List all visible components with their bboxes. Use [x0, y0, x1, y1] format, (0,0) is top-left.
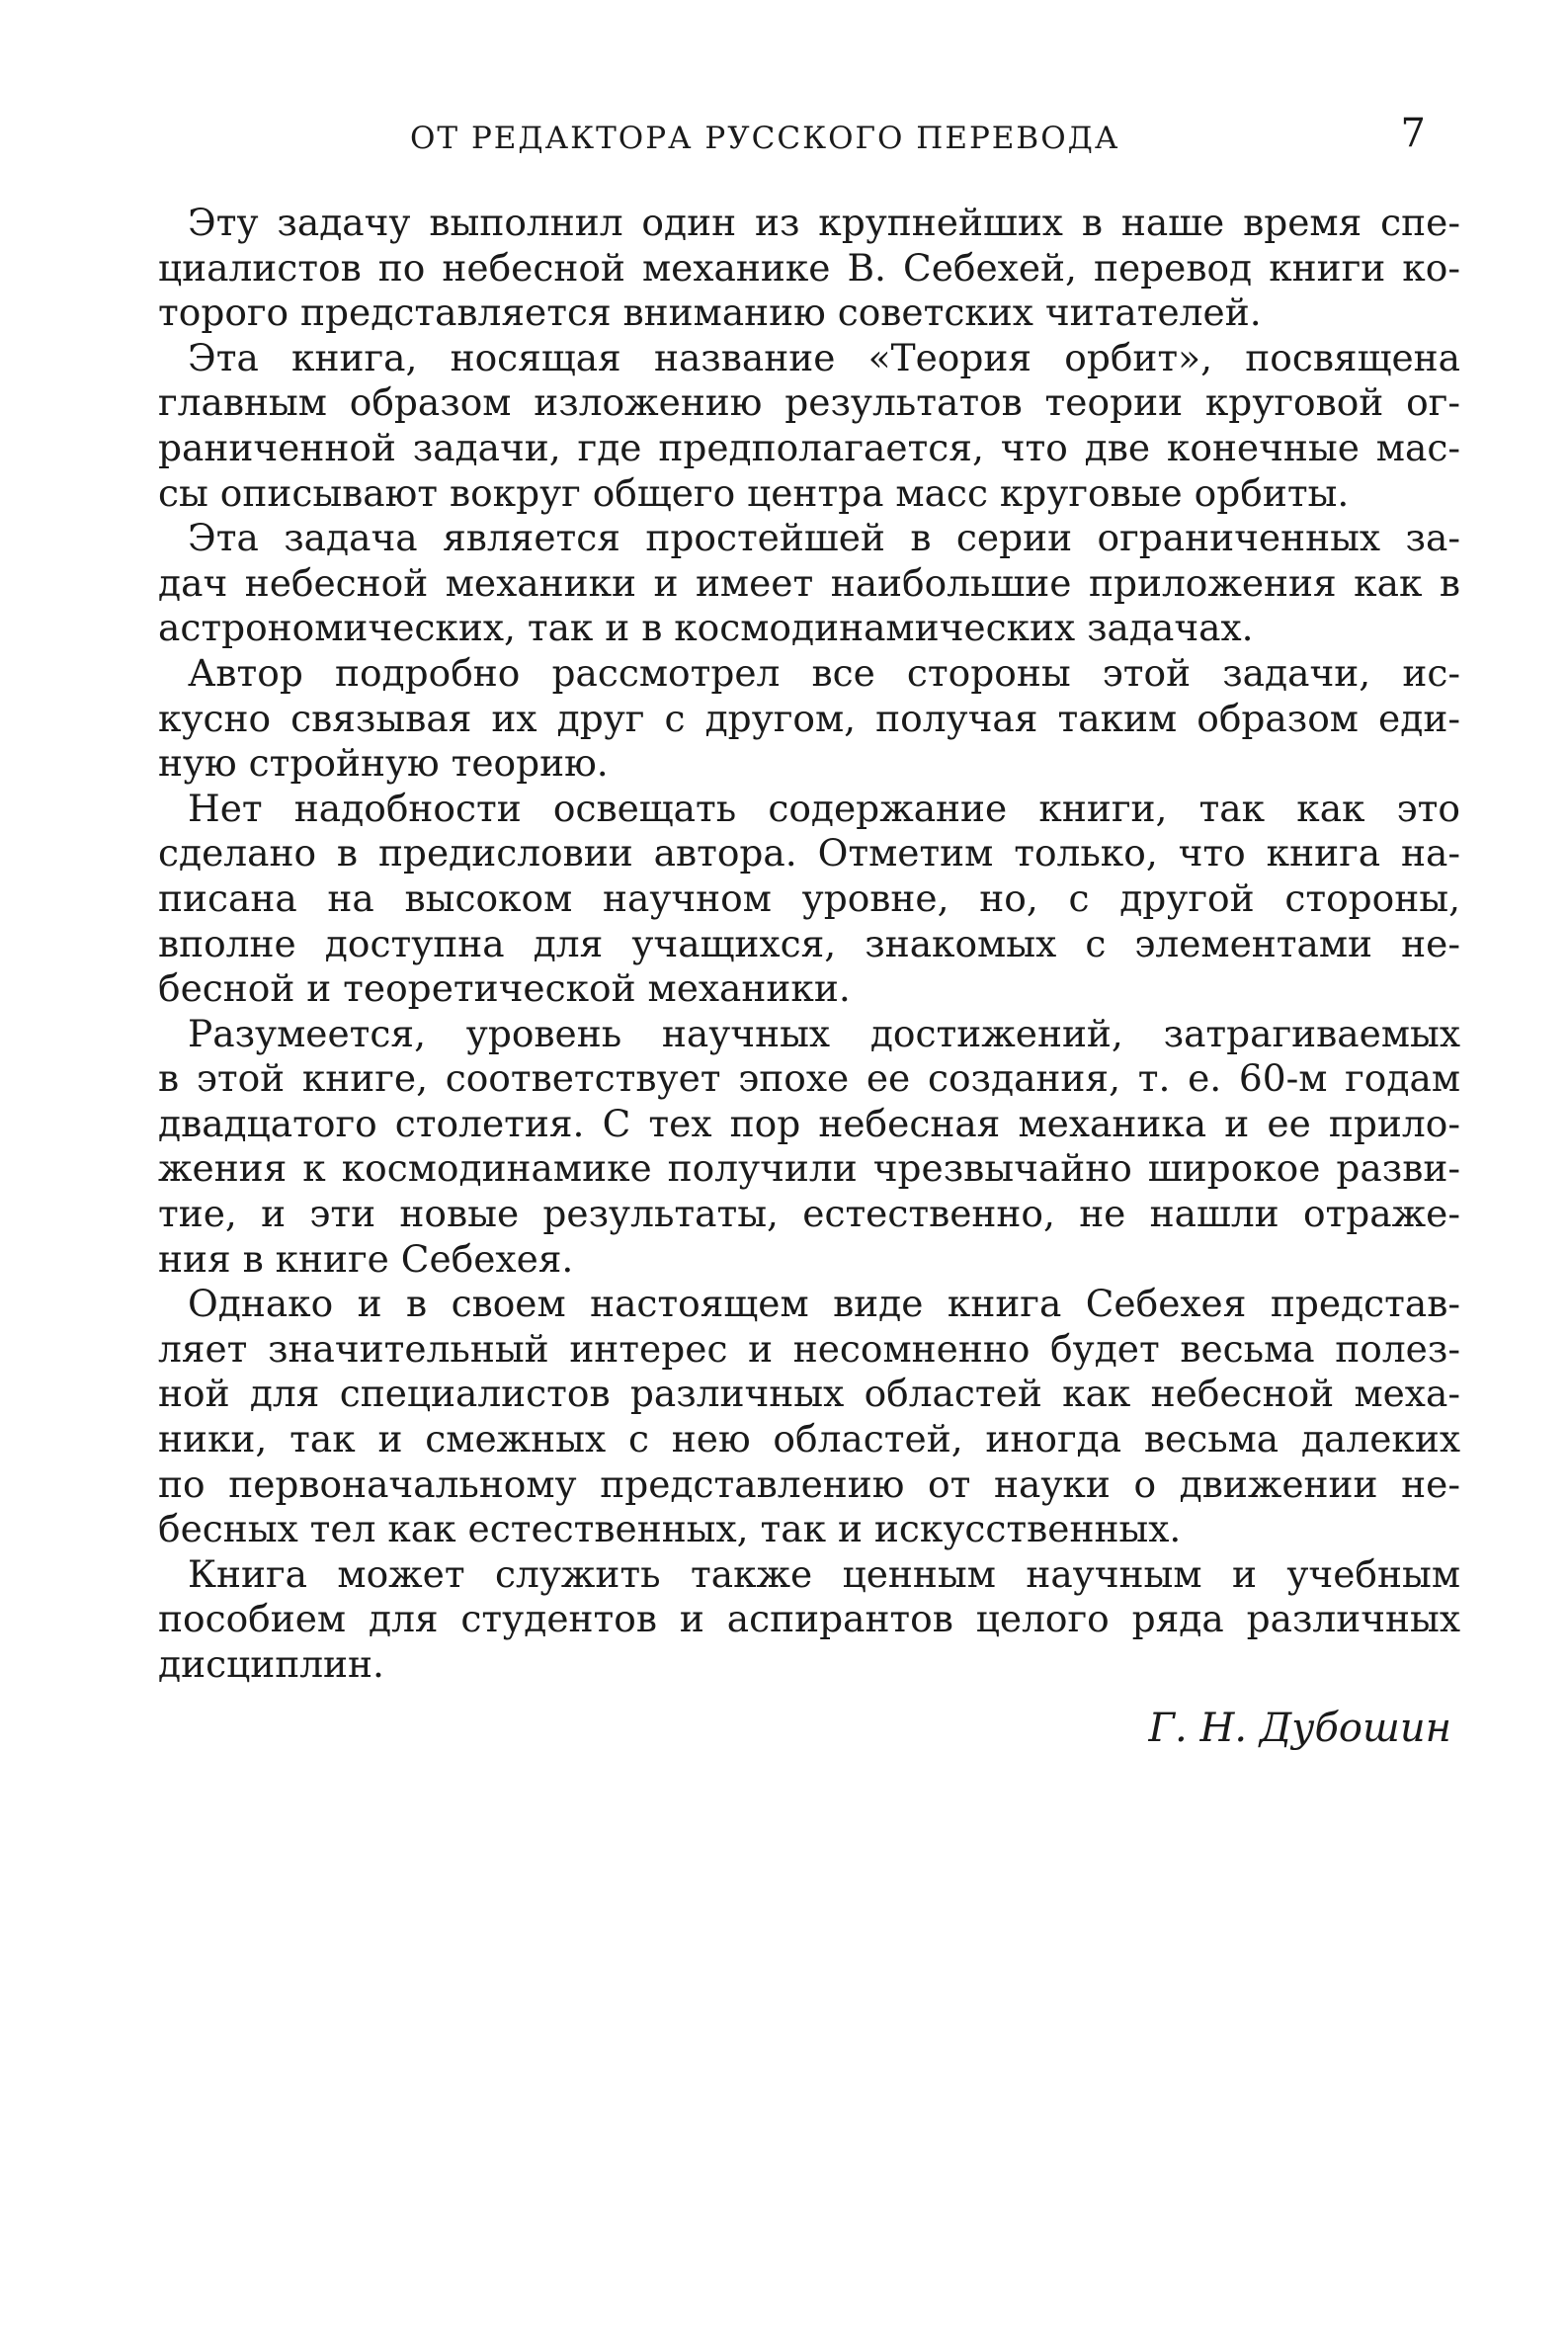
paragraph-5 — [158, 787, 1460, 1012]
text-line: дач небесной механики и имеет наибольшие приложения как в — [158, 560, 1460, 605]
text-line: сы описывают вокруг общего центра масс круговые орбиты. — [158, 470, 1350, 515]
text-line: кусно связывая их друг с другом, получая таким образом еди- — [158, 696, 1460, 740]
text-line: Разумеется, уровень научных достижений, затрагиваемых — [188, 1011, 1460, 1055]
paragraph-6 — [158, 1012, 1460, 1283]
running-title: ОТ РЕДАКТОРА РУССКОГО ПЕРЕВОДА — [410, 121, 1120, 156]
text-line: ния в книге Себехея. — [158, 1236, 574, 1281]
paragraph-4 — [158, 651, 1460, 787]
running-head — [183, 111, 1457, 170]
text-line: ной для специалистов различных областей как небесной меха- — [158, 1372, 1460, 1416]
text-line: главным образом изложению результатов теории круговой ог- — [158, 380, 1460, 425]
page-number: 7 — [1400, 111, 1426, 156]
text-line: писана на высоком научном уровне, но, с другой стороны, — [158, 876, 1460, 920]
text-line: раниченной задачи, где предполагается, что две конечные мас- — [158, 425, 1460, 469]
text-line: ляет значительный интерес и несомненно будет весьма полез- — [158, 1326, 1460, 1371]
paragraph-8 — [158, 1552, 1460, 1688]
text-line: вполне доступна для учащихся, знакомых с элементами не- — [158, 921, 1460, 965]
text-line: дисциплин. — [158, 1642, 384, 1686]
text-line: торого представляется вниманию советских читателей. — [158, 291, 1262, 335]
paragraph-2 — [158, 336, 1460, 516]
paragraph-7 — [158, 1282, 1460, 1552]
text-line: Однако и в своем настоящем виде книга Себехея представ- — [188, 1282, 1460, 1326]
text-line: Книга может служить также ценным научным и учебным — [188, 1551, 1460, 1596]
text-line: Эта книга, носящая название «Теория орбит», посвящена — [188, 335, 1460, 379]
text-line: жения к космодинамике получили чрезвычайно широкое разви- — [158, 1146, 1460, 1191]
text-line: астрономических, так и в космодинамических задачах. — [158, 606, 1254, 650]
text-line: Нет надобности освещать содержание книги, так как это — [188, 786, 1460, 830]
text-line: двадцатого столетия. С тех пор небесная механика и ее прило- — [158, 1101, 1460, 1145]
paragraph-1 — [158, 201, 1460, 336]
text-line: Эту задачу выполнил один из крупнейших в наше время спе- — [188, 201, 1460, 244]
text-line: пособием для студентов и аспирантов целого ряда различных — [158, 1597, 1460, 1641]
paragraph-3 — [158, 516, 1460, 651]
text-line: ную стройную теорию. — [158, 741, 609, 786]
text-line: в этой книге, соответствует эпохе ее создания, т. е. 60-м годам — [158, 1056, 1460, 1101]
text-line: Эта задача является простейшей в серии ограниченных за- — [188, 516, 1460, 560]
text-line: бесных тел как естественных, так и искусственных. — [158, 1507, 1182, 1551]
body-text — [158, 201, 1460, 1688]
editor-signature: Г. Н. Дубошин — [1148, 1706, 1451, 1751]
text-line: тие, и эти новые результаты, естественно, не нашли отраже- — [158, 1192, 1460, 1236]
text-line: бесной и теоретической механики. — [158, 966, 851, 1011]
text-line: циалистов по небесной механике В. Себехей, перевод книги ко- — [158, 245, 1460, 290]
text-line: сделано в предисловии автора. Отметим только, что книга на- — [158, 831, 1460, 876]
text-line: Автор подробно рассмотрел все стороны этой задачи, ис- — [188, 650, 1460, 695]
text-line: ники, так и смежных с нею областей, иногда весьма далеких — [158, 1417, 1460, 1461]
text-line: по первоначальному представлению от науки о движении не- — [158, 1461, 1460, 1506]
